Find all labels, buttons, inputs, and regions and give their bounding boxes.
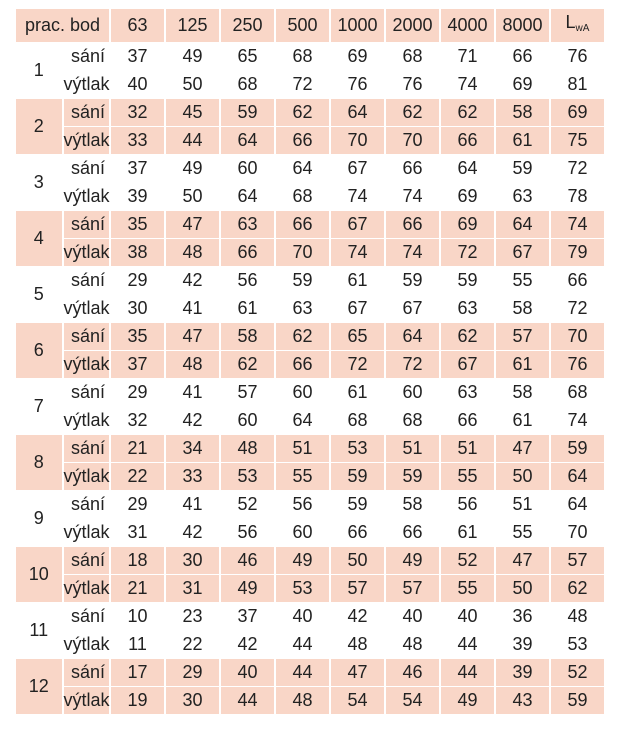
band-value: 39 [496, 659, 549, 686]
band-value: 57 [221, 379, 274, 406]
band-value: 48 [331, 631, 384, 658]
band-value: 62 [276, 99, 329, 126]
band-value: 76 [386, 71, 439, 98]
band-value: 57 [496, 323, 549, 350]
band-value: 30 [111, 295, 164, 322]
intake-label: sání [64, 659, 110, 686]
band-value: 59 [496, 155, 549, 182]
band-value: 22 [166, 631, 219, 658]
table-row [16, 435, 604, 462]
lwa-value: 64 [551, 491, 604, 518]
band-value: 64 [221, 127, 274, 154]
band-value: 41 [166, 379, 219, 406]
band-value: 41 [166, 491, 219, 518]
lwa-value: 76 [551, 351, 604, 378]
lwa-value: 69 [551, 99, 604, 126]
band-value: 39 [111, 183, 164, 210]
band-value: 63 [221, 211, 274, 238]
lwa-value: 74 [551, 407, 604, 434]
band-value: 30 [166, 547, 219, 574]
band-value: 72 [386, 351, 439, 378]
band-value: 66 [331, 519, 384, 546]
band-value: 62 [441, 99, 494, 126]
band-value: 57 [386, 575, 439, 602]
intake-label: sání [64, 43, 110, 70]
band-value: 68 [276, 183, 329, 210]
band-value: 37 [111, 43, 164, 70]
band-value: 40 [441, 603, 494, 630]
work-point-number: 4 [16, 211, 62, 266]
band-value: 60 [221, 407, 274, 434]
band-value: 33 [111, 127, 164, 154]
lwa-main: L [565, 12, 576, 32]
work-point-number: 7 [16, 379, 62, 434]
band-value: 68 [276, 43, 329, 70]
band-value: 40 [386, 603, 439, 630]
header-band: 4000 [441, 9, 494, 42]
discharge-label: výtlak [64, 351, 110, 378]
band-value: 19 [111, 687, 164, 714]
band-value: 66 [276, 211, 329, 238]
band-value: 66 [276, 127, 329, 154]
header-row [16, 9, 604, 42]
table-body [16, 43, 604, 714]
header-band: 125 [166, 9, 219, 42]
band-value: 48 [166, 239, 219, 266]
table-row [16, 491, 604, 518]
band-value: 61 [496, 351, 549, 378]
band-value: 67 [331, 211, 384, 238]
lwa-value: 78 [551, 183, 604, 210]
table-row [16, 463, 604, 490]
band-value: 44 [276, 659, 329, 686]
band-value: 63 [441, 379, 494, 406]
band-value: 23 [166, 603, 219, 630]
lwa-value: 66 [551, 267, 604, 294]
band-value: 59 [276, 267, 329, 294]
band-value: 67 [496, 239, 549, 266]
band-value: 61 [441, 519, 494, 546]
band-value: 22 [111, 463, 164, 490]
band-value: 42 [221, 631, 274, 658]
band-value: 41 [166, 295, 219, 322]
band-value: 59 [386, 267, 439, 294]
work-point-number: 8 [16, 435, 62, 490]
band-value: 66 [441, 127, 494, 154]
band-value: 44 [441, 631, 494, 658]
band-value: 64 [386, 323, 439, 350]
header-band: 63 [111, 9, 164, 42]
band-value: 55 [496, 519, 549, 546]
work-point-number: 3 [16, 155, 62, 210]
band-value: 55 [276, 463, 329, 490]
intake-label: sání [64, 547, 110, 574]
band-value: 72 [441, 239, 494, 266]
table-row [16, 659, 604, 686]
band-value: 42 [331, 603, 384, 630]
table-row [16, 239, 604, 266]
lwa-value: 59 [551, 687, 604, 714]
band-value: 44 [221, 687, 274, 714]
band-value: 69 [331, 43, 384, 70]
band-value: 52 [441, 547, 494, 574]
band-value: 49 [276, 547, 329, 574]
band-value: 51 [441, 435, 494, 462]
band-value: 54 [386, 687, 439, 714]
lwa-value: 75 [551, 127, 604, 154]
intake-label: sání [64, 211, 110, 238]
band-value: 47 [496, 435, 549, 462]
lwa-value: 72 [551, 155, 604, 182]
band-value: 35 [111, 323, 164, 350]
band-value: 52 [221, 491, 274, 518]
intake-label: sání [64, 603, 110, 630]
band-value: 51 [276, 435, 329, 462]
band-value: 49 [386, 547, 439, 574]
discharge-label: výtlak [64, 71, 110, 98]
band-value: 56 [276, 491, 329, 518]
work-point-number: 11 [16, 603, 62, 658]
lwa-value: 79 [551, 239, 604, 266]
band-value: 69 [496, 71, 549, 98]
lwa-sub: wA [575, 23, 590, 34]
band-value: 74 [386, 183, 439, 210]
band-value: 36 [496, 603, 549, 630]
band-value: 59 [331, 463, 384, 490]
lwa-value: 57 [551, 547, 604, 574]
band-value: 10 [111, 603, 164, 630]
band-value: 57 [331, 575, 384, 602]
band-value: 32 [111, 99, 164, 126]
band-value: 56 [221, 267, 274, 294]
work-point-number: 6 [16, 323, 62, 378]
intake-label: sání [64, 491, 110, 518]
band-value: 63 [276, 295, 329, 322]
band-value: 71 [441, 43, 494, 70]
band-value: 69 [441, 211, 494, 238]
table-row [16, 407, 604, 434]
band-value: 76 [331, 71, 384, 98]
band-value: 61 [221, 295, 274, 322]
band-value: 31 [111, 519, 164, 546]
band-value: 29 [111, 491, 164, 518]
noise-table [14, 8, 606, 715]
band-value: 64 [221, 183, 274, 210]
band-value: 67 [441, 351, 494, 378]
band-value: 43 [496, 687, 549, 714]
band-value: 47 [496, 547, 549, 574]
discharge-label: výtlak [64, 295, 110, 322]
table-row [16, 127, 604, 154]
band-value: 44 [166, 127, 219, 154]
band-value: 61 [331, 267, 384, 294]
band-value: 18 [111, 547, 164, 574]
header-band: 1000 [331, 9, 384, 42]
band-value: 29 [111, 267, 164, 294]
band-value: 50 [496, 463, 549, 490]
band-value: 17 [111, 659, 164, 686]
band-value: 68 [386, 407, 439, 434]
band-value: 59 [441, 267, 494, 294]
intake-label: sání [64, 323, 110, 350]
discharge-label: výtlak [64, 631, 110, 658]
table-row [16, 183, 604, 210]
band-value: 60 [221, 155, 274, 182]
band-value: 29 [166, 659, 219, 686]
table-row [16, 631, 604, 658]
band-value: 42 [166, 407, 219, 434]
band-value: 46 [386, 659, 439, 686]
band-value: 66 [276, 351, 329, 378]
header-band: 250 [221, 9, 274, 42]
band-value: 49 [441, 687, 494, 714]
work-point-number: 12 [16, 659, 62, 714]
band-value: 11 [111, 631, 164, 658]
table-row [16, 267, 604, 294]
band-value: 55 [441, 575, 494, 602]
band-value: 58 [496, 99, 549, 126]
work-point-number: 10 [16, 547, 62, 602]
band-value: 70 [386, 127, 439, 154]
band-value: 60 [386, 379, 439, 406]
band-value: 50 [166, 71, 219, 98]
table-row [16, 379, 604, 406]
band-value: 59 [331, 491, 384, 518]
table-row [16, 547, 604, 574]
table-row [16, 295, 604, 322]
band-value: 50 [496, 575, 549, 602]
band-value: 64 [276, 155, 329, 182]
table-row [16, 155, 604, 182]
band-value: 58 [496, 379, 549, 406]
work-point-number: 1 [16, 43, 62, 98]
band-value: 49 [166, 43, 219, 70]
band-value: 60 [276, 379, 329, 406]
band-value: 50 [331, 547, 384, 574]
band-value: 62 [221, 351, 274, 378]
band-value: 37 [111, 351, 164, 378]
table-row [16, 575, 604, 602]
band-value: 61 [496, 407, 549, 434]
table-row [16, 351, 604, 378]
band-value: 63 [441, 295, 494, 322]
lwa-value: 68 [551, 379, 604, 406]
band-value: 58 [221, 323, 274, 350]
band-value: 34 [166, 435, 219, 462]
band-value: 51 [496, 491, 549, 518]
band-value: 48 [166, 351, 219, 378]
band-value: 42 [166, 519, 219, 546]
band-value: 65 [331, 323, 384, 350]
band-value: 48 [276, 687, 329, 714]
band-value: 55 [441, 463, 494, 490]
band-value: 66 [386, 155, 439, 182]
band-value: 45 [166, 99, 219, 126]
band-value: 62 [441, 323, 494, 350]
band-value: 35 [111, 211, 164, 238]
table-row [16, 323, 604, 350]
header-lwa [551, 9, 604, 42]
band-value: 50 [166, 183, 219, 210]
lwa-value: 70 [551, 519, 604, 546]
band-value: 37 [221, 603, 274, 630]
band-value: 64 [276, 407, 329, 434]
header-band: 8000 [496, 9, 549, 42]
band-value: 66 [441, 407, 494, 434]
band-value: 31 [166, 575, 219, 602]
band-value: 62 [386, 99, 439, 126]
band-value: 63 [496, 183, 549, 210]
band-value: 53 [331, 435, 384, 462]
band-value: 61 [496, 127, 549, 154]
discharge-label: výtlak [64, 183, 110, 210]
band-value: 70 [331, 127, 384, 154]
work-point-number: 9 [16, 491, 62, 546]
band-value: 74 [386, 239, 439, 266]
band-value: 48 [221, 435, 274, 462]
band-value: 74 [331, 239, 384, 266]
band-value: 39 [496, 631, 549, 658]
band-value: 58 [386, 491, 439, 518]
intake-label: sání [64, 99, 110, 126]
table-row [16, 211, 604, 238]
band-value: 61 [331, 379, 384, 406]
band-value: 40 [221, 659, 274, 686]
table-row [16, 687, 604, 714]
discharge-label: výtlak [64, 127, 110, 154]
table-row [16, 519, 604, 546]
lwa-value: 81 [551, 71, 604, 98]
band-value: 58 [496, 295, 549, 322]
band-value: 59 [221, 99, 274, 126]
band-value: 48 [386, 631, 439, 658]
band-value: 66 [221, 239, 274, 266]
discharge-label: výtlak [64, 519, 110, 546]
band-value: 44 [276, 631, 329, 658]
band-value: 68 [221, 71, 274, 98]
band-value: 67 [331, 295, 384, 322]
band-value: 47 [166, 211, 219, 238]
band-value: 40 [276, 603, 329, 630]
header-band: 2000 [386, 9, 439, 42]
band-value: 64 [331, 99, 384, 126]
work-point-number: 5 [16, 267, 62, 322]
band-value: 33 [166, 463, 219, 490]
band-value: 56 [441, 491, 494, 518]
band-value: 72 [331, 351, 384, 378]
intake-label: sání [64, 155, 110, 182]
band-value: 59 [386, 463, 439, 490]
band-value: 42 [166, 267, 219, 294]
intake-label: sání [64, 435, 110, 462]
band-value: 47 [331, 659, 384, 686]
band-value: 64 [496, 211, 549, 238]
band-value: 72 [276, 71, 329, 98]
intake-label: sání [64, 379, 110, 406]
table-row [16, 71, 604, 98]
band-value: 37 [111, 155, 164, 182]
discharge-label: výtlak [64, 687, 110, 714]
band-value: 55 [496, 267, 549, 294]
lwa-value: 52 [551, 659, 604, 686]
band-value: 66 [386, 211, 439, 238]
lwa-value: 72 [551, 295, 604, 322]
band-value: 56 [221, 519, 274, 546]
band-value: 44 [441, 659, 494, 686]
lwa-value: 48 [551, 603, 604, 630]
band-value: 46 [221, 547, 274, 574]
discharge-label: výtlak [64, 463, 110, 490]
band-value: 49 [221, 575, 274, 602]
band-value: 67 [386, 295, 439, 322]
header-prac-bod: prac. bod [16, 9, 109, 42]
band-value: 53 [221, 463, 274, 490]
band-value: 21 [111, 575, 164, 602]
band-value: 40 [111, 71, 164, 98]
table-row [16, 99, 604, 126]
discharge-label: výtlak [64, 575, 110, 602]
lwa-value: 64 [551, 463, 604, 490]
discharge-label: výtlak [64, 407, 110, 434]
discharge-label: výtlak [64, 239, 110, 266]
intake-label: sání [64, 267, 110, 294]
band-value: 47 [166, 323, 219, 350]
table-row [16, 43, 604, 70]
band-value: 74 [331, 183, 384, 210]
band-value: 60 [276, 519, 329, 546]
band-value: 74 [441, 71, 494, 98]
lwa-value: 62 [551, 575, 604, 602]
band-value: 30 [166, 687, 219, 714]
band-value: 29 [111, 379, 164, 406]
header-band: 500 [276, 9, 329, 42]
band-value: 32 [111, 407, 164, 434]
band-value: 68 [386, 43, 439, 70]
lwa-value: 53 [551, 631, 604, 658]
table-row [16, 603, 604, 630]
band-value: 65 [221, 43, 274, 70]
band-value: 66 [496, 43, 549, 70]
work-point-number: 2 [16, 99, 62, 154]
lwa-value: 59 [551, 435, 604, 462]
lwa-value: 76 [551, 43, 604, 70]
band-value: 53 [276, 575, 329, 602]
band-value: 38 [111, 239, 164, 266]
band-value: 70 [276, 239, 329, 266]
band-value: 51 [386, 435, 439, 462]
band-value: 21 [111, 435, 164, 462]
lwa-value: 70 [551, 323, 604, 350]
band-value: 54 [331, 687, 384, 714]
band-value: 62 [276, 323, 329, 350]
band-value: 66 [386, 519, 439, 546]
band-value: 64 [441, 155, 494, 182]
band-value: 68 [331, 407, 384, 434]
band-value: 67 [331, 155, 384, 182]
band-value: 49 [166, 155, 219, 182]
lwa-value: 74 [551, 211, 604, 238]
band-value: 69 [441, 183, 494, 210]
